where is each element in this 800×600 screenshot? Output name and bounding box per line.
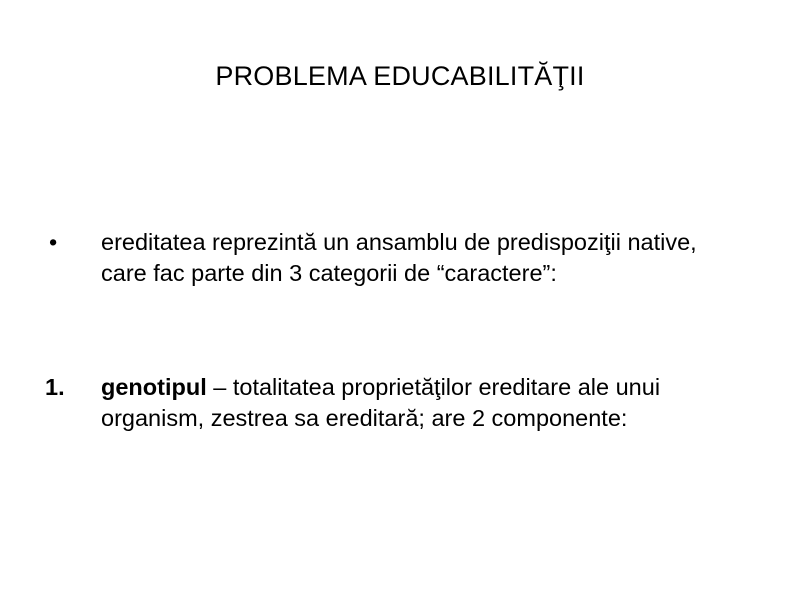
slide-title: PROBLEMA EDUCABILITĂŢII <box>215 61 585 91</box>
numbered-list-item <box>45 372 745 434</box>
numbered-item-text: – totalitatea proprietăţilor ereditare ale unui organism, zestrea sa ereditară; are 2 componente: <box>101 374 661 431</box>
number-marker: 1. <box>45 374 65 400</box>
term-genotipul: genotipul <box>101 374 207 400</box>
bullet-list-item <box>45 227 745 289</box>
numbered-item-content <box>101 372 745 434</box>
bullet-marker: • <box>49 229 58 255</box>
bullet-text: ereditatea reprezintă un ansamblu de predispoziţii native, care fac parte din 3 categorii de “caractere”: <box>101 229 697 286</box>
